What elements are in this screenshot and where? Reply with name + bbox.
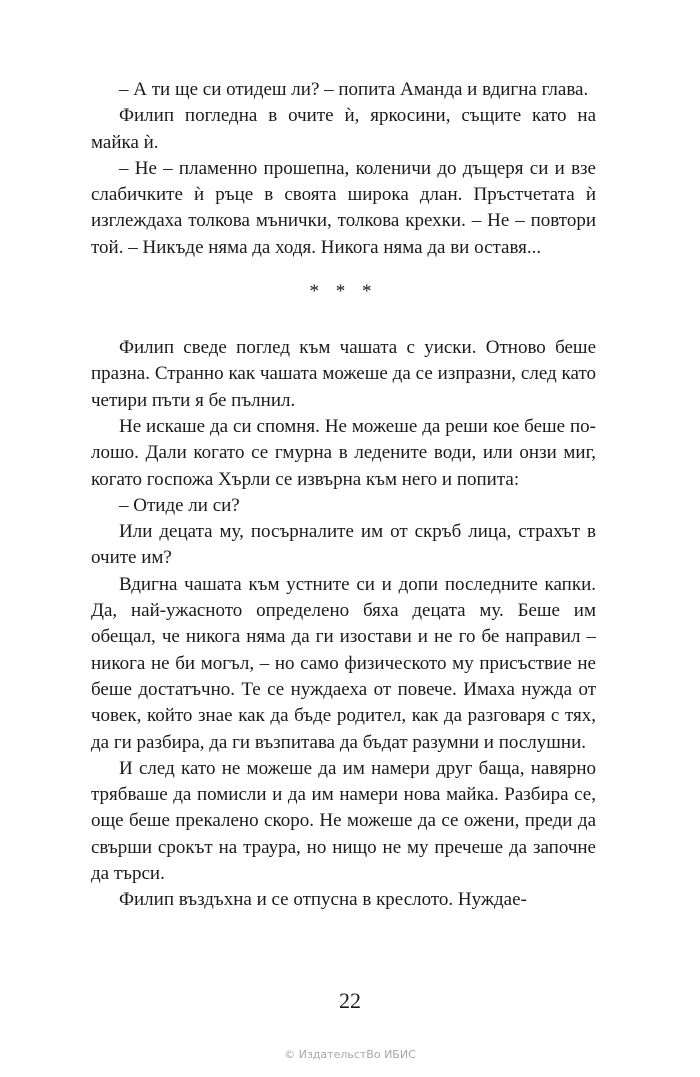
page-text [91,77,596,914]
paragraph: Филип погледна в очите ѝ, яркосини, същите като на майка ѝ. [91,105,596,153]
paragraph: Или децата му, посърналите им от скръб лица, страхът в очите им? [91,521,596,569]
paragraph: Вдигна чашата към устните си и допи последните капки. Да, най-ужасното определено бяха децата му. Беше им обещал, че никога няма да ги изостави и не го бе направил – никога не би могъл, – но само физическото му присъствие не беше достатъчно. Те се нуждаеха от повече. Имаха нужда от човек, който знае как да бъде родител, как да разговаря с тях, да ги разбира, да ги възпитава да бъдат разумни и послушни. [91,573,596,753]
scene-break: * * * [309,281,378,303]
paragraph: Филип въздъхна и се отпусна в креслото. Нуждае- [119,889,527,911]
paragraph: Филип сведе поглед към чашата с уиски. Отново беше празна. Странно как чашата можеше да се изпразни, след като четири пъти я бе пълнил. [91,337,596,411]
paragraph: – Не – пламенно прошепна, коленичи до дъщеря си и взе слабичките ѝ ръце в своята широка длан. Пръстчетата ѝ изглеждаха толкова мънички, толкова крехки. – Не – повтори той. – Никъде няма да ходя. Никога няма да ви оставя... [91,157,596,258]
paragraph: – Отиде ли си? [119,494,240,516]
paragraph: И след като не можеше да им намери друг баща, навярно трябваше да помисли и да им намери нова майка. Разбира се, още беше прекалено скоро. Не можеше да се ожени, преди да свърши срокът на траура, но нищо не му пречеше да започне да търси. [91,757,596,885]
paragraph: Не искаше да си спомня. Не можеше да реши кое беше по-лошо. Дали когато се гмурна в ледените води, или онзи миг, когато госпожа Хърли се извърна към него и попита: [91,415,596,490]
paragraph: – А ти ще си отидеш ли? – попита Аманда и вдигна глава. [119,79,589,100]
publisher-footer: © ИздательстВо ИБИС [284,1048,416,1061]
page-number: 22 [339,988,361,1013]
